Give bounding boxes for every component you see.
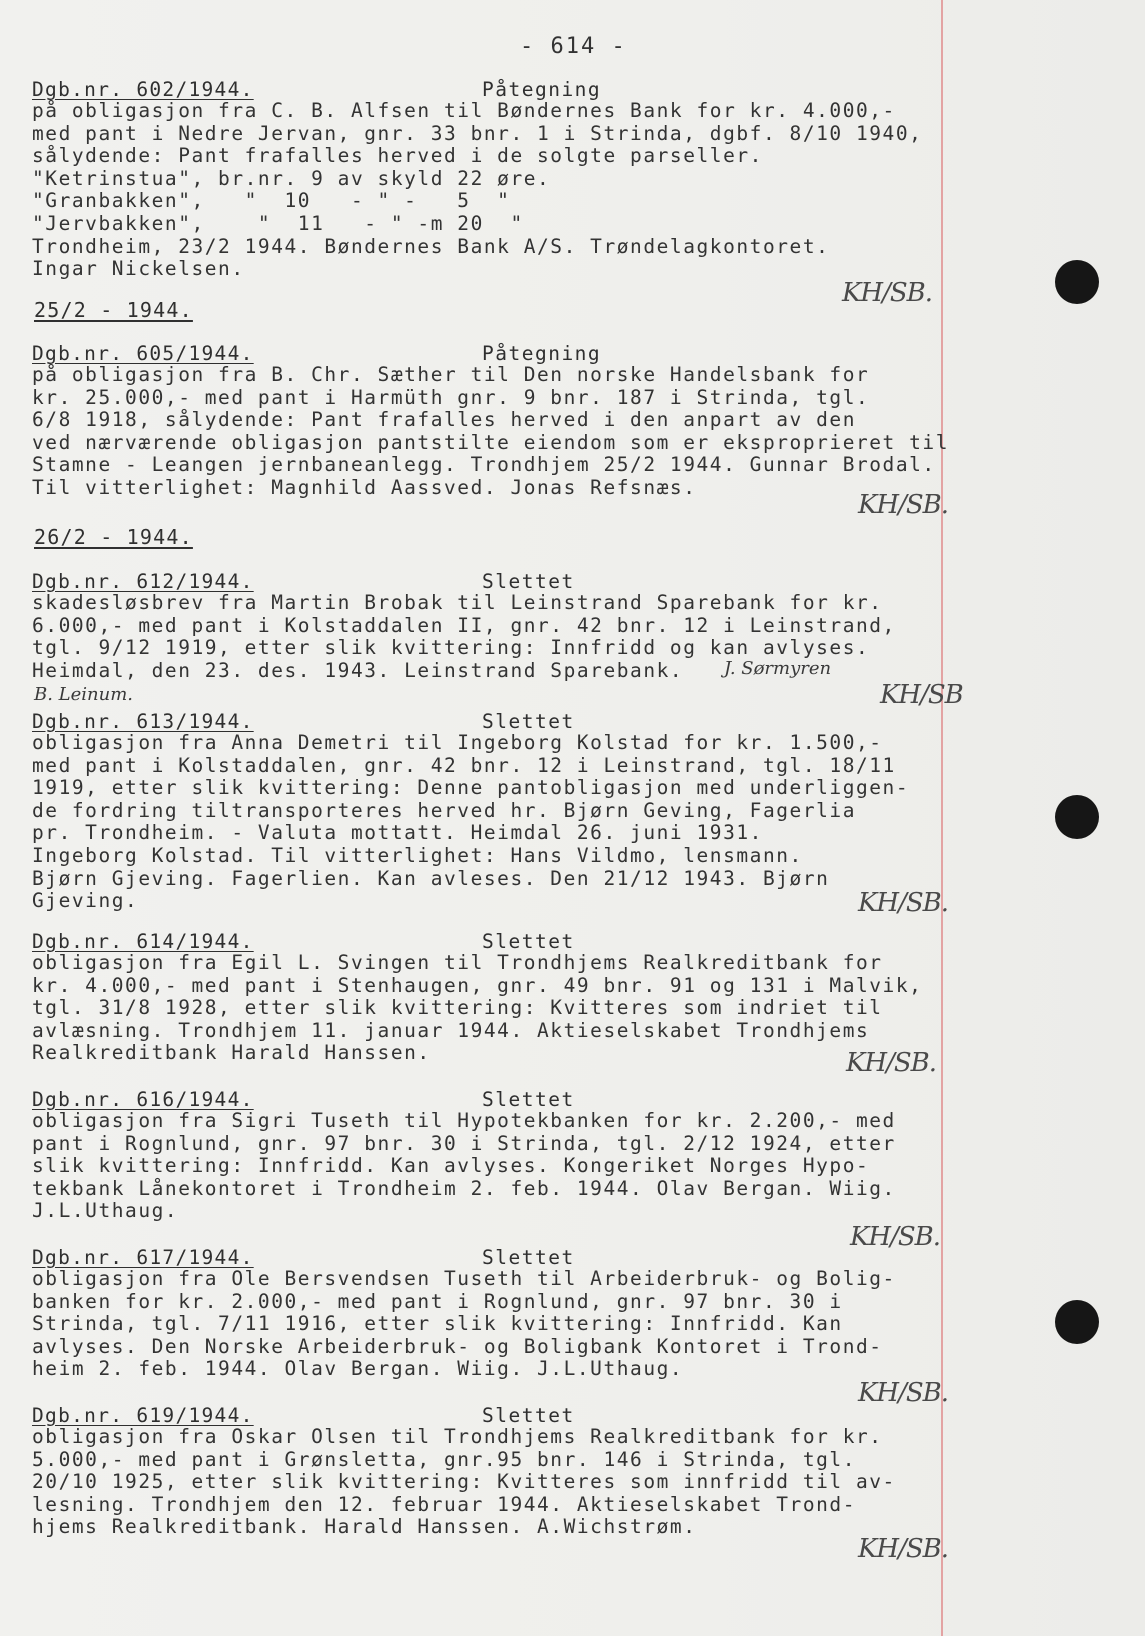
ledger-entry bbox=[32, 1404, 952, 1539]
entry-line: 20/10 1925, etter slik kvittering: Kvitteres som innfridd til av- bbox=[32, 1470, 896, 1494]
entry-line: med pant i Nedre Jervan, gnr. 33 bnr. 1 i Strinda, dgbf. 8/10 1940, bbox=[32, 121, 923, 145]
entry-line: obligasjon fra Egil L. Svingen til Trondhjems Realkreditbank for bbox=[32, 951, 883, 974]
entry-line: kr. 25.000,- med pant i Harmüth gnr. 9 bnr. 187 i Strinda, tgl. bbox=[32, 385, 870, 409]
entry-line: de fordring tiltransporteres herved hr. Bjørn Geving, Fagerlia bbox=[32, 798, 856, 822]
entry-ref: Dgb.nr. 605/1944. bbox=[32, 342, 254, 365]
punch-hole bbox=[1055, 260, 1099, 304]
ledger-entry bbox=[32, 1088, 952, 1223]
ledger-entry bbox=[32, 1246, 952, 1381]
entry-line: "Granbakken", " 10 - " - 5 " bbox=[32, 189, 511, 213]
ledger-entry bbox=[32, 342, 952, 500]
entry-ref: Dgb.nr. 619/1944. bbox=[32, 1404, 254, 1427]
clerk-initials: KH/SB. bbox=[858, 490, 949, 520]
entry-line: Bjørn Gjeving. Fagerlien. Kan avleses. Den 21/12 1943. Bjørn bbox=[32, 866, 830, 890]
entry-line: Trondheim, 23/2 1944. Bøndernes Bank A/S. Trøndelagkontoret. bbox=[32, 234, 830, 258]
entry-status: Slettet bbox=[482, 570, 575, 593]
clerk-initials: KH/SB. bbox=[842, 278, 933, 308]
entry-line: Stamne - Leangen jernbaneanlegg. Trondhjem 25/2 1944. Gunnar Brodal. bbox=[32, 453, 936, 477]
entry-line: pr. Trondheim. - Valuta mottatt. Heimdal 26. juni 1931. bbox=[32, 821, 763, 845]
entry-line: Gjeving. bbox=[32, 889, 139, 913]
entry-ref: Dgb.nr. 616/1944. bbox=[32, 1088, 254, 1111]
entry-status: Slettet bbox=[482, 1246, 575, 1269]
entry-status: Påtegning bbox=[482, 342, 602, 365]
entry-line: skadesløsbrev fra Martin Brobak til Leinstrand Sparebank for kr. bbox=[32, 591, 883, 614]
entry-line: Heimdal, den 23. des. 1943. Leinstrand Sparebank. bbox=[32, 658, 684, 682]
entry-line: "Jervbakken", " 11 - " -m 20 " bbox=[32, 211, 524, 235]
entry-line: 1919, etter slik kvittering: Denne pantobligasjon med underliggen- bbox=[32, 776, 910, 800]
entry-line: 5.000,- med pant i Grønsletta, gnr.95 bnr. 146 i Strinda, tgl. bbox=[32, 1447, 856, 1471]
entry-line: Strinda, tgl. 7/11 1916, etter slik kvittering: Innfridd. Kan bbox=[32, 1312, 843, 1336]
entry-line: kr. 4.000,- med pant i Stenhaugen, gnr. 49 bnr. 91 og 131 i Malvik, bbox=[32, 973, 923, 997]
entry-status: Slettet bbox=[482, 930, 575, 953]
entry-line: Ingar Nickelsen. bbox=[32, 257, 245, 281]
entry-ref: Dgb.nr. 612/1944. bbox=[32, 570, 254, 593]
entry-ref: Dgb.nr. 602/1944. bbox=[32, 78, 254, 101]
entry-line: obligasjon fra Ole Bersvendsen Tuseth til Arbeiderbruk- og Bolig- bbox=[32, 1267, 896, 1290]
entry-line: avlyses. Den Norske Arbeiderbruk- og Boligbank Kontoret i Trond- bbox=[32, 1334, 883, 1358]
entry-status: Påtegning bbox=[482, 78, 602, 101]
entry-line: obligasjon fra Oskar Olsen til Trondhjems Realkreditbank for kr. bbox=[32, 1425, 883, 1448]
entry-status: Slettet bbox=[482, 1088, 575, 1111]
entry-line: hjems Realkreditbank. Harald Hanssen. A.Wichstrøm. bbox=[32, 1515, 697, 1539]
entry-ref: Dgb.nr. 613/1944. bbox=[32, 710, 254, 733]
entry-line: obligasjon fra Anna Demetri til Ingeborg Kolstad for kr. 1.500,- bbox=[32, 731, 883, 754]
entry-line: J.L.Uthaug. bbox=[32, 1199, 179, 1223]
entry-line: ved nærværende obligasjon pantstilte eiendom som er eksproprieret til bbox=[32, 430, 950, 454]
entry-line: heim 2. feb. 1944. Olav Bergan. Wiig. J.L.Uthaug. bbox=[32, 1357, 684, 1381]
entry-line: sålydende: Pant frafalles herved i de solgte parseller. bbox=[32, 144, 763, 168]
entry-line: avlæsning. Trondhjem 11. januar 1944. Aktieselskabet Trondhjems bbox=[32, 1018, 870, 1042]
ledger-entry bbox=[32, 930, 952, 1065]
clerk-initials: KH/SB. bbox=[858, 1534, 949, 1564]
page-number: - 614 - bbox=[520, 34, 627, 59]
entry-line: banken for kr. 2.000,- med pant i Rognlund, gnr. 97 bnr. 30 i bbox=[32, 1289, 843, 1313]
entry-line: Til vitterlighet: Magnhild Aassved. Jonas Refsnæs. bbox=[32, 475, 697, 499]
clerk-initials: KH/SB. bbox=[850, 1222, 941, 1252]
date-heading: 25/2 - 1944. bbox=[34, 298, 193, 322]
entry-line: pant i Rognlund, gnr. 97 bnr. 30 i Strinda, tgl. 2/12 1924, etter bbox=[32, 1131, 896, 1155]
clerk-initials: KH/SB. bbox=[858, 1378, 949, 1408]
entry-line: på obligasjon fra C. B. Alfsen til Bøndernes Bank for kr. 4.000,- bbox=[32, 99, 896, 122]
clerk-initials: KH/SB bbox=[880, 680, 963, 710]
punch-hole bbox=[1055, 795, 1099, 839]
entry-ref: Dgb.nr. 617/1944. bbox=[32, 1246, 254, 1269]
clerk-initials: KH/SB. bbox=[846, 1048, 937, 1078]
entry-line: Ingeborg Kolstad. Til vitterlighet: Hans Vildmo, lensmann. bbox=[32, 843, 803, 867]
entry-line: tekbank Lånekontoret i Trondheim 2. feb. 1944. Olav Bergan. Wiig. bbox=[32, 1176, 896, 1200]
entry-line: "Ketrinstua", br.nr. 9 av skyld 22 øre. bbox=[32, 166, 551, 190]
ledger-entry bbox=[32, 78, 952, 281]
entry-line: 6.000,- med pant i Kolstaddalen II, gnr. 42 bnr. 12 i Leinstrand, bbox=[32, 613, 896, 637]
ledger-entry bbox=[32, 710, 952, 913]
entry-line: med pant i Kolstaddalen, gnr. 42 bnr. 12 i Leinstrand, tgl. 18/11 bbox=[32, 753, 896, 777]
entry-line: lesning. Trondhjem den 12. februar 1944. Aktieselskabet Trond- bbox=[32, 1492, 856, 1516]
entry-line: tgl. 9/12 1919, etter slik kvittering: Innfridd og kan avlyses. bbox=[32, 636, 870, 660]
punch-hole bbox=[1055, 1300, 1099, 1344]
signature: J. Sørmyren bbox=[724, 658, 832, 679]
date-heading: 26/2 - 1944. bbox=[34, 525, 193, 549]
entry-line: obligasjon fra Sigri Tuseth til Hypotekbanken for kr. 2.200,- med bbox=[32, 1109, 896, 1132]
entry-status: Slettet bbox=[482, 710, 575, 733]
entry-line: 6/8 1918, sålydende: Pant frafalles herved i den anpart av den bbox=[32, 408, 856, 432]
entry-ref: Dgb.nr. 614/1944. bbox=[32, 930, 254, 953]
entry-line: tgl. 31/8 1928, etter slik kvittering: Kvitteres som indriet til bbox=[32, 996, 883, 1020]
entry-line: slik kvittering: Innfridd. Kan avlyses. Kongeriket Norges Hypo- bbox=[32, 1154, 870, 1178]
entry-status: Slettet bbox=[482, 1404, 575, 1427]
entry-line: Realkreditbank Harald Hanssen. bbox=[32, 1041, 431, 1065]
signature: B. Leinum. bbox=[34, 684, 134, 705]
entry-line: på obligasjon fra B. Chr. Sæther til Den norske Handelsbank for bbox=[32, 363, 870, 386]
clerk-initials: KH/SB. bbox=[858, 888, 949, 918]
